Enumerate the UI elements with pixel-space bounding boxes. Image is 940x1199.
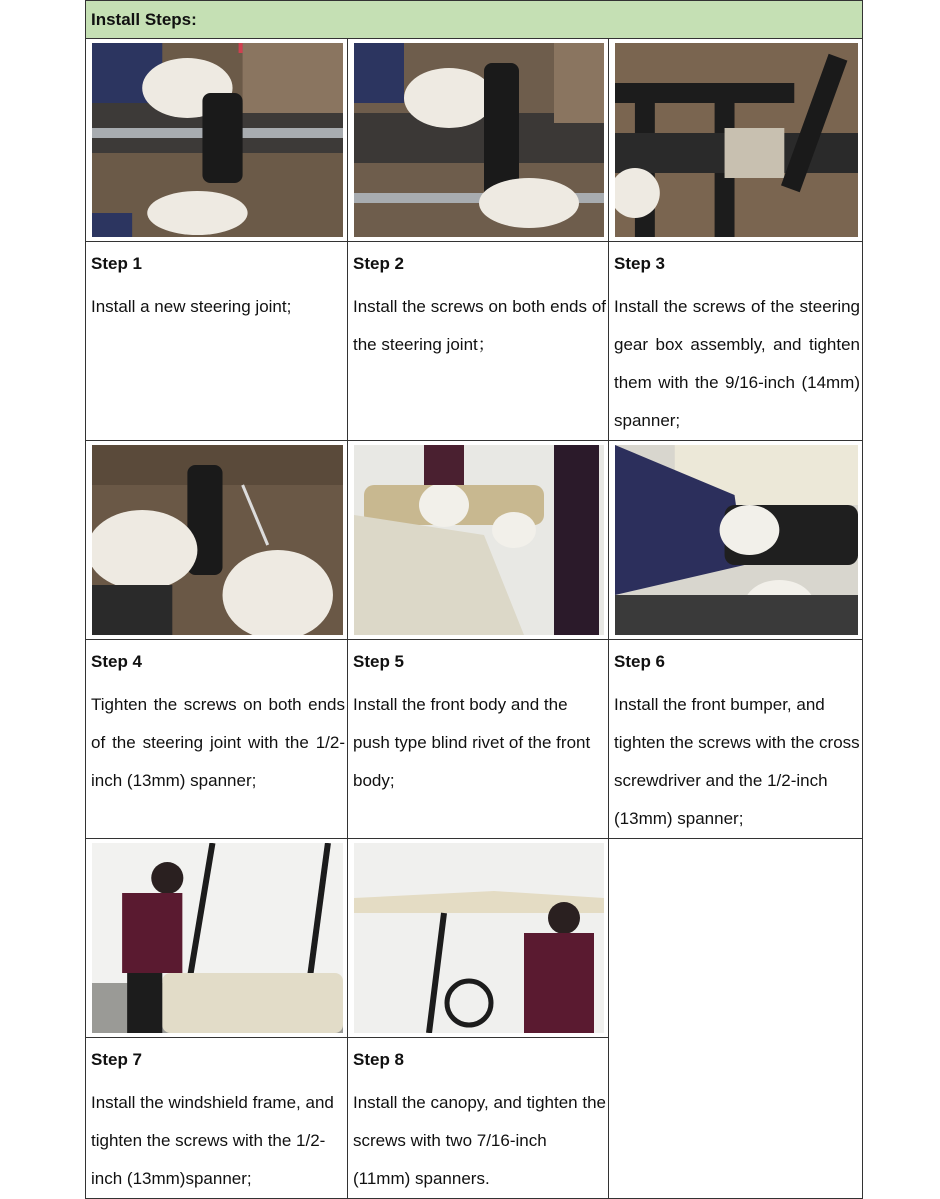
empty-cell — [609, 839, 863, 1199]
front-body-photo — [354, 445, 604, 635]
step-7-title: Step 7 — [91, 1050, 143, 1069]
page-title: Install Steps: — [91, 10, 197, 29]
step-5-cell — [348, 640, 609, 839]
step-7-desc: Install the windshield frame, and tighten the screws with the 1/2-inch (13mm)spanner; — [91, 1093, 334, 1188]
photo-cell-step-8 — [348, 839, 609, 1038]
canopy-photo — [354, 843, 604, 1033]
step-2-desc: Install the screws on both ends of the steering joint； — [353, 297, 606, 354]
photo-cell-step-5 — [348, 441, 609, 640]
step-8-desc: Install the canopy, and tighten the screws with two 7/16-inch (11mm) spanners. — [353, 1093, 606, 1188]
tighten-joint-photo — [92, 445, 343, 635]
step-3-title: Step 3 — [614, 254, 666, 273]
step-3-cell — [609, 242, 863, 441]
step-5-title: Step 5 — [353, 652, 405, 671]
step-2-title: Step 2 — [353, 254, 405, 273]
step-1-desc: Install a new steering joint; — [91, 297, 292, 316]
steering-joint-photo — [92, 43, 343, 237]
step-3-desc: Install the screws of the steering gear box assembly, and tighten them with the 9/16-inch (14mm) spanner; — [614, 297, 861, 430]
step-6-cell — [609, 640, 863, 839]
install-steps-table — [85, 0, 863, 1199]
photo-cell-step-3 — [609, 39, 863, 242]
step-8-title: Step 8 — [353, 1050, 405, 1069]
step-6-title: Step 6 — [614, 652, 666, 671]
step-7-cell — [86, 1038, 348, 1199]
photo-cell-step-1 — [86, 39, 348, 242]
header-row — [86, 1, 863, 39]
photo-cell-step-6 — [609, 441, 863, 640]
step-4-desc: Tighten the screws on both ends of the steering joint with the 1/2-inch (13mm) spanner; — [91, 695, 345, 790]
windshield-frame-photo — [92, 843, 343, 1033]
front-bumper-photo — [615, 445, 858, 635]
step-4-title: Step 4 — [91, 652, 143, 671]
step-1-cell — [86, 242, 348, 441]
steering-gear-box-photo — [615, 43, 858, 237]
steering-joint-screws-photo — [354, 43, 604, 237]
step-8-cell — [348, 1038, 609, 1199]
install-steps-sheet — [85, 0, 862, 1199]
step-1-title: Step 1 — [91, 254, 143, 273]
step-2-cell — [348, 242, 609, 441]
step-5-desc: Install the front body and the push type blind rivet of the front body; — [353, 695, 591, 790]
photo-cell-step-4 — [86, 441, 348, 640]
step-6-desc: Install the front bumper, and tighten the screws with the cross screwdriver and the 1/2-inch (13mm) spanner; — [614, 695, 860, 828]
photo-cell-step-7 — [86, 839, 348, 1038]
photo-cell-step-2 — [348, 39, 609, 242]
step-4-cell — [86, 640, 348, 839]
